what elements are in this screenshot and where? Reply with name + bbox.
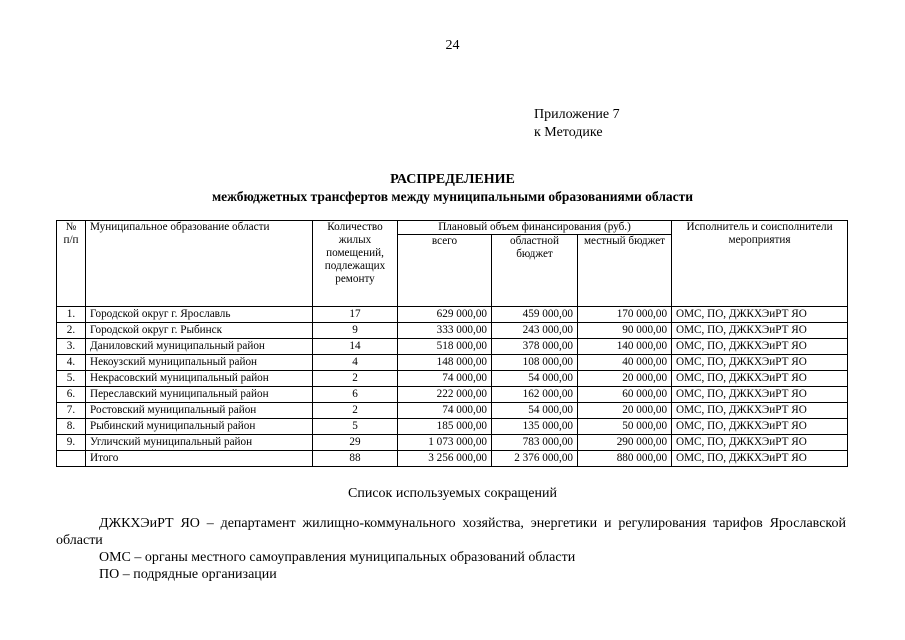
cell-num: 8. bbox=[57, 419, 86, 435]
cell-regional: 783 000,00 bbox=[492, 435, 578, 451]
appendix-line-1: Приложение 7 bbox=[534, 107, 620, 122]
cell-regional: 54 000,00 bbox=[492, 403, 578, 419]
cell-municipality: Угличский муниципальный район bbox=[86, 435, 313, 451]
cell-local: 140 000,00 bbox=[578, 339, 672, 355]
cell-regional: 243 000,00 bbox=[492, 323, 578, 339]
cell-total: 333 000,00 bbox=[398, 323, 492, 339]
cell-num: 3. bbox=[57, 339, 86, 355]
cell-municipality: Некрасовский муниципальный район bbox=[86, 371, 313, 387]
cell-count: 5 bbox=[313, 419, 398, 435]
cell-municipality: Итого bbox=[86, 451, 313, 467]
cell-municipality: Ростовский муниципальный район bbox=[86, 403, 313, 419]
cell-num: 7. bbox=[57, 403, 86, 419]
table-row bbox=[57, 419, 848, 435]
cell-local: 20 000,00 bbox=[578, 371, 672, 387]
cell-num: 1. bbox=[57, 307, 86, 323]
cell-total: 518 000,00 bbox=[398, 339, 492, 355]
table-row bbox=[57, 339, 848, 355]
header-executor: Исполнитель и соисполнители мероприятия bbox=[672, 221, 848, 307]
abbreviation-item: ПО – подрядные организации bbox=[99, 567, 277, 582]
header-num: № п/п bbox=[57, 221, 86, 307]
table-row bbox=[57, 371, 848, 387]
abbreviation-item: ДЖКХЭиРТ ЯО – департамент жилищно-коммунального хозяйства, энергетики и регулирования тарифов Ярославской области bbox=[56, 516, 846, 548]
abbreviation-item: ОМС – органы местного самоуправления муниципальных образований области bbox=[99, 550, 576, 565]
cell-regional: 54 000,00 bbox=[492, 371, 578, 387]
cell-local: 170 000,00 bbox=[578, 307, 672, 323]
table-row bbox=[57, 355, 848, 371]
cell-total: 74 000,00 bbox=[398, 403, 492, 419]
cell-executor: ОМС, ПО, ДЖКХЭиРТ ЯО bbox=[672, 387, 848, 403]
cell-regional: 459 000,00 bbox=[492, 307, 578, 323]
document-title: РАСПРЕДЕЛЕНИЕ bbox=[390, 172, 515, 187]
cell-count: 2 bbox=[313, 403, 398, 419]
cell-count: 6 bbox=[313, 387, 398, 403]
cell-executor: ОМС, ПО, ДЖКХЭиРТ ЯО bbox=[672, 419, 848, 435]
cell-total: 148 000,00 bbox=[398, 355, 492, 371]
cell-count: 2 bbox=[313, 371, 398, 387]
table-row bbox=[57, 323, 848, 339]
cell-total: 222 000,00 bbox=[398, 387, 492, 403]
appendix-line-2: к Методике bbox=[534, 125, 603, 140]
appendix-note bbox=[534, 106, 620, 142]
cell-regional: 162 000,00 bbox=[492, 387, 578, 403]
cell-num: 2. bbox=[57, 323, 86, 339]
cell-total: 1 073 000,00 bbox=[398, 435, 492, 451]
cell-regional: 2 376 000,00 bbox=[492, 451, 578, 467]
cell-total: 629 000,00 bbox=[398, 307, 492, 323]
table-row bbox=[57, 387, 848, 403]
cell-local: 290 000,00 bbox=[578, 435, 672, 451]
cell-local: 40 000,00 bbox=[578, 355, 672, 371]
cell-count: 9 bbox=[313, 323, 398, 339]
header-total: всего bbox=[398, 235, 492, 307]
cell-num: 9. bbox=[57, 435, 86, 451]
header-local: местный бюджет bbox=[578, 235, 672, 307]
cell-count: 4 bbox=[313, 355, 398, 371]
cell-executor: ОМС, ПО, ДЖКХЭиРТ ЯО bbox=[672, 355, 848, 371]
cell-local: 90 000,00 bbox=[578, 323, 672, 339]
cell-municipality: Рыбинский муниципальный район bbox=[86, 419, 313, 435]
cell-regional: 378 000,00 bbox=[492, 339, 578, 355]
cell-count: 14 bbox=[313, 339, 398, 355]
table-body bbox=[57, 307, 848, 467]
cell-executor: ОМС, ПО, ДЖКХЭиРТ ЯО bbox=[672, 339, 848, 355]
distribution-table bbox=[56, 220, 848, 467]
cell-num bbox=[57, 451, 86, 467]
cell-count: 17 bbox=[313, 307, 398, 323]
header-municipality: Муниципальное образование области bbox=[86, 221, 313, 307]
cell-executor: ОМС, ПО, ДЖКХЭиРТ ЯО bbox=[672, 307, 848, 323]
header-count: Количество жилых помещений, подлежащих ремонту bbox=[313, 221, 398, 307]
cell-executor: ОМС, ПО, ДЖКХЭиРТ ЯО bbox=[672, 371, 848, 387]
cell-local: 50 000,00 bbox=[578, 419, 672, 435]
cell-count: 88 bbox=[313, 451, 398, 467]
cell-total: 3 256 000,00 bbox=[398, 451, 492, 467]
header-funding: Плановый объем финансирования (руб.) bbox=[398, 221, 672, 235]
cell-municipality: Некоузский муниципальный район bbox=[86, 355, 313, 371]
table-row bbox=[57, 403, 848, 419]
cell-municipality: Городской округ г. Ярославль bbox=[86, 307, 313, 323]
cell-num: 6. bbox=[57, 387, 86, 403]
cell-executor: ОМС, ПО, ДЖКХЭиРТ ЯО bbox=[672, 403, 848, 419]
abbreviations-title: Список используемых сокращений bbox=[348, 486, 557, 501]
cell-total: 185 000,00 bbox=[398, 419, 492, 435]
document-subtitle: межбюджетных трансфертов между муниципальными образованиями области bbox=[211, 189, 694, 204]
cell-municipality: Даниловский муниципальный район bbox=[86, 339, 313, 355]
table-row bbox=[57, 435, 848, 451]
table-row bbox=[57, 307, 848, 323]
cell-executor: ОМС, ПО, ДЖКХЭиРТ ЯО bbox=[672, 323, 848, 339]
cell-local: 20 000,00 bbox=[578, 403, 672, 419]
cell-municipality: Переславский муниципальный район bbox=[86, 387, 313, 403]
cell-executor: ОМС, ПО, ДЖКХЭиРТ ЯО bbox=[672, 435, 848, 451]
cell-executor: ОМС, ПО, ДЖКХЭиРТ ЯО bbox=[672, 451, 848, 467]
cell-local: 880 000,00 bbox=[578, 451, 672, 467]
cell-regional: 108 000,00 bbox=[492, 355, 578, 371]
cell-count: 29 bbox=[313, 435, 398, 451]
cell-local: 60 000,00 bbox=[578, 387, 672, 403]
page-number: 24 bbox=[445, 38, 460, 53]
cell-num: 4. bbox=[57, 355, 86, 371]
table-row bbox=[57, 451, 848, 467]
header-regional: областной бюджет bbox=[492, 235, 578, 307]
cell-regional: 135 000,00 bbox=[492, 419, 578, 435]
cell-municipality: Городской округ г. Рыбинск bbox=[86, 323, 313, 339]
cell-num: 5. bbox=[57, 371, 86, 387]
cell-total: 74 000,00 bbox=[398, 371, 492, 387]
